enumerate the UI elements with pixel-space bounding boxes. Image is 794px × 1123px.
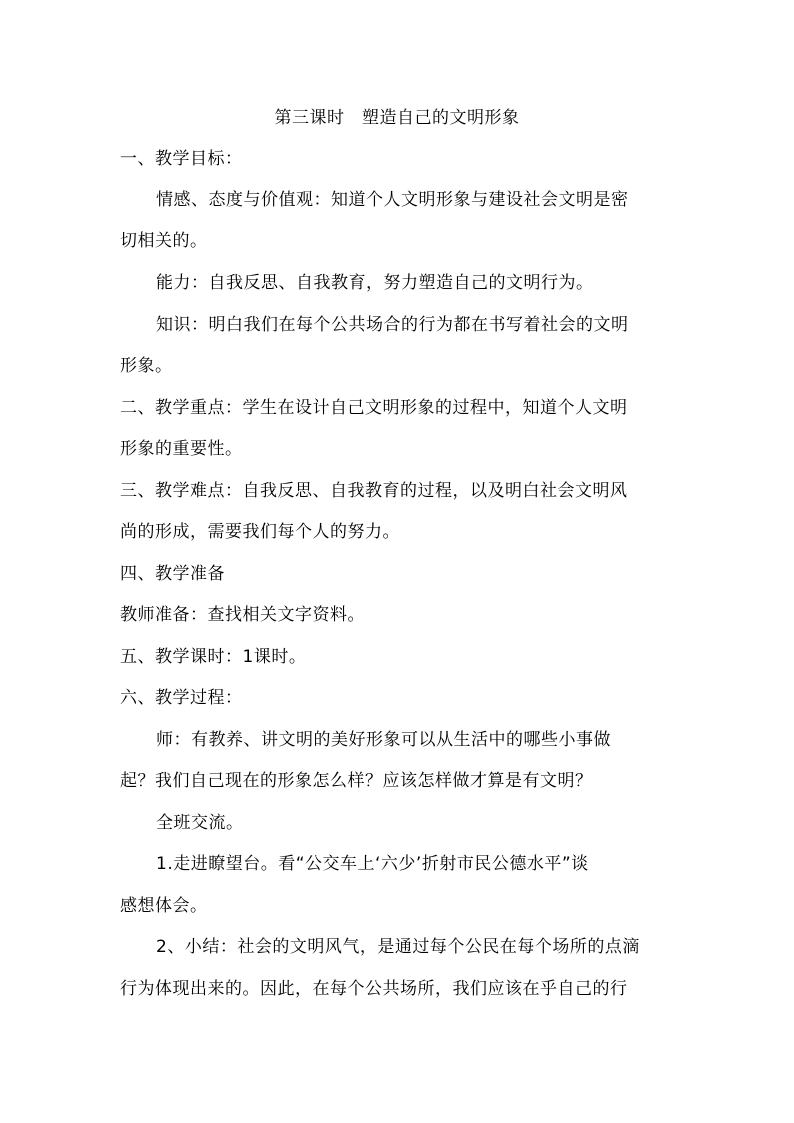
paragraph-line: 能力：自我反思、自我教育，努力塑造自己的文明行为。 — [156, 273, 594, 293]
paragraph-line: 感想体会。 — [120, 896, 208, 916]
paragraph-line: 2、小结：社会的文明风气，是通过每个公民在每个场所的点滴 — [156, 937, 640, 957]
section-heading-preparation: 四、教学准备 — [120, 564, 225, 584]
section-heading-process: 六、教学过程： — [120, 688, 243, 708]
paragraph-line: 尚的形成，需要我们每个人的努力。 — [120, 522, 400, 542]
paragraph-line: 情感、态度与价值观：知道个人文明形象与建设社会文明是密 — [156, 190, 629, 210]
paragraph-line: 形象。 — [120, 356, 173, 376]
section-heading-key-points: 二、教学重点：学生在设计自己文明形象的过程中，知道个人文明 — [120, 398, 628, 418]
paragraph-line: 1.走进瞭望台。看“公交车上‘六少’折射市民公德水平”谈 — [156, 854, 589, 874]
paragraph-line: 全班交流。 — [156, 813, 244, 833]
paragraph-line: 行为体现出来的。因此，在每个公共场所，我们应该在乎自己的行 — [120, 979, 628, 999]
paragraph-line: 教师准备：查找相关文字资料。 — [120, 605, 365, 625]
paragraph-line: 知识：明白我们在每个公共场合的行为都在书写着社会的文明 — [156, 315, 629, 335]
section-heading-objectives: 一、教学目标： — [120, 149, 243, 169]
section-heading-periods: 五、教学课时：1课时。 — [120, 647, 307, 667]
paragraph-line: 形象的重要性。 — [120, 439, 243, 459]
section-heading-difficulties: 三、教学难点：自我反思、自我教育的过程，以及明白社会文明风 — [120, 481, 628, 501]
paragraph-line: 切相关的。 — [120, 231, 208, 251]
page-title: 第三课时 塑造自己的文明形象 — [274, 108, 520, 128]
paragraph-line: 师：有教养、讲文明的美好形象可以从生活中的哪些小事做 — [156, 730, 611, 750]
paragraph-line: 起？我们自己现在的形象怎么样？应该怎样做才算是有文明？ — [120, 771, 593, 791]
